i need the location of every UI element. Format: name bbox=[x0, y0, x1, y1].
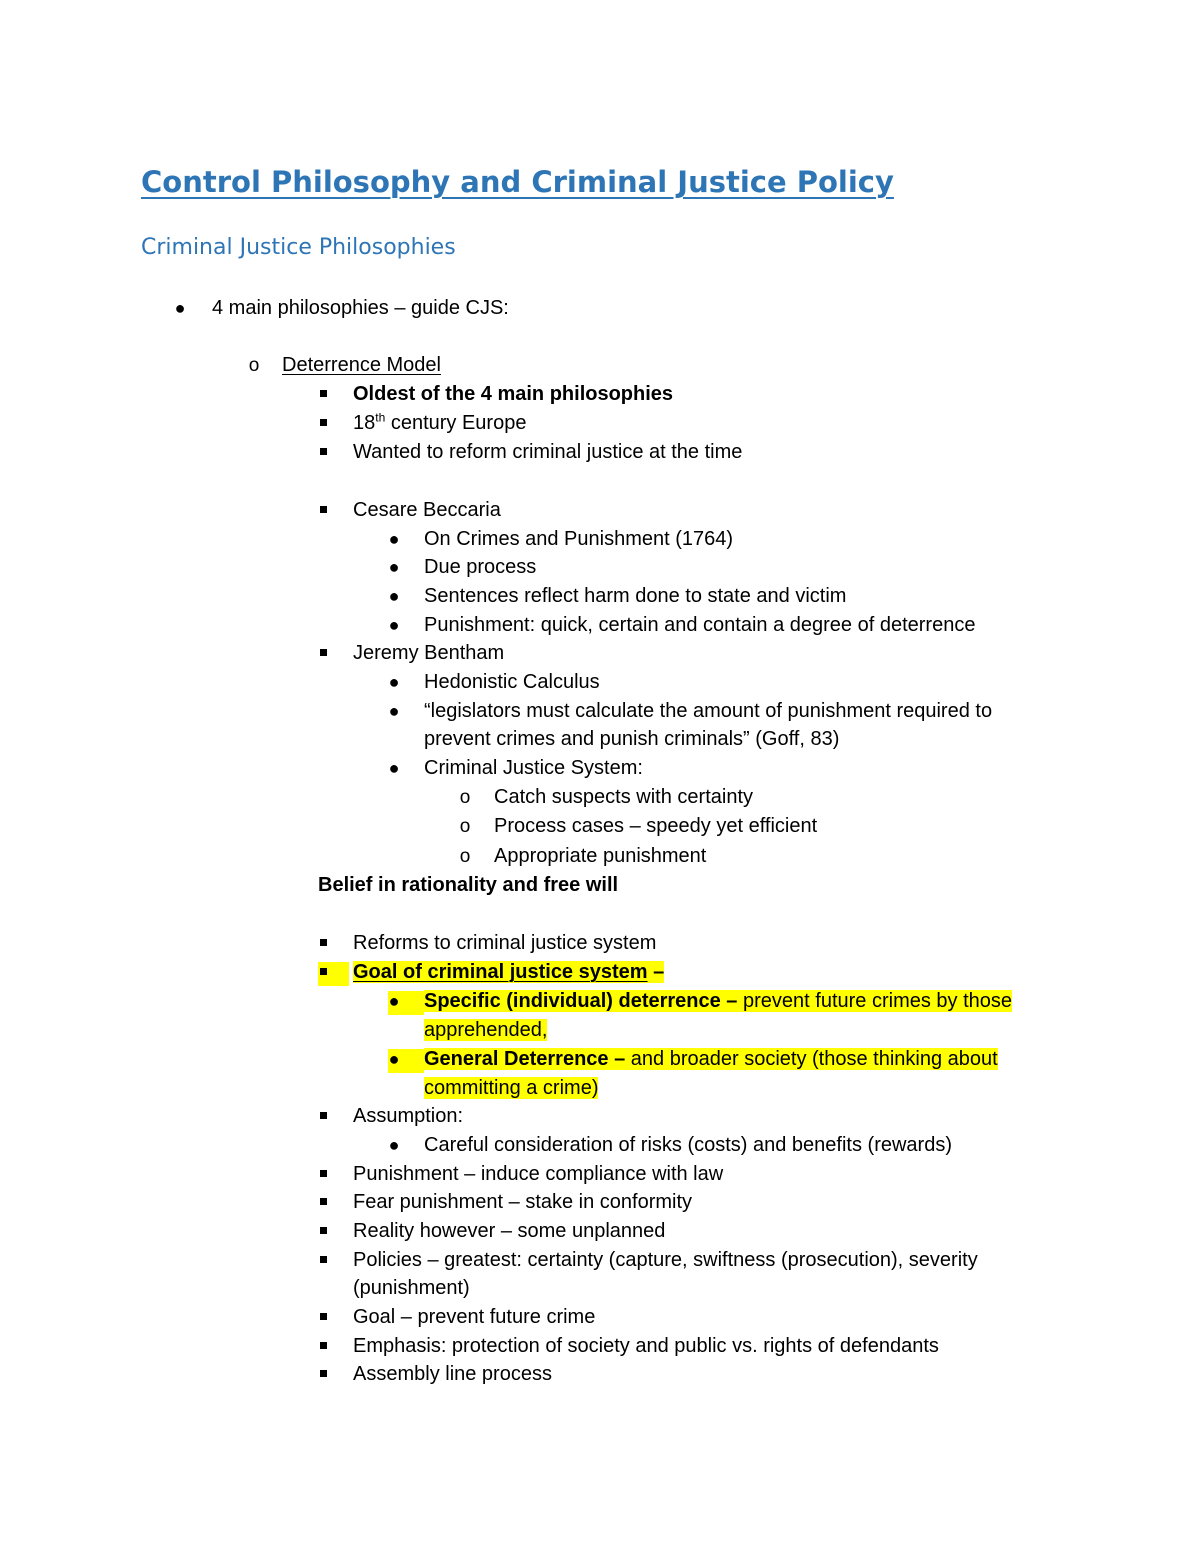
list-item-specific bbox=[424, 987, 1012, 1016]
bullet-o-icon: o bbox=[459, 816, 471, 837]
bullet-dot-icon: ● bbox=[174, 298, 186, 318]
list-item-beccaria: Cesare Beccaria bbox=[353, 499, 501, 521]
square-bullet-icon bbox=[313, 496, 333, 525]
specific-continuation: apprehended, bbox=[424, 1019, 548, 1041]
specific-text: prevent future crimes by those bbox=[737, 990, 1013, 1012]
square-bullet-icon bbox=[313, 958, 333, 987]
list-item-emphasis: Emphasis: protection of society and public vs. rights of defendants bbox=[353, 1335, 939, 1357]
list-item-fear: Fear punishment – stake in conformity bbox=[353, 1191, 693, 1213]
century-text: century Europe bbox=[385, 412, 527, 434]
square-bullet-icon bbox=[313, 1360, 333, 1389]
square-bullet-icon bbox=[313, 409, 333, 438]
list-item-cjs-2: Process cases – speedy yet efficient bbox=[494, 815, 818, 837]
list-item-bentham-1: Hedonistic Calculus bbox=[424, 671, 600, 693]
century-number: 18 bbox=[353, 412, 376, 434]
square-bullet-icon bbox=[313, 1102, 333, 1131]
list-item-century bbox=[353, 409, 526, 438]
bullet-dot-icon: ● bbox=[388, 1135, 400, 1155]
list-item-bentham-3: Criminal Justice System: bbox=[424, 757, 643, 779]
bullet-dot-icon: ● bbox=[388, 615, 400, 635]
list-item-beccaria-3: Sentences reflect harm done to state and victim bbox=[424, 585, 847, 607]
general-label: General Deterrence – bbox=[424, 1048, 626, 1070]
list-item-bentham-2a: “legislators must calculate the amount of punishment required to bbox=[424, 700, 993, 722]
list-item-specific-cont bbox=[424, 1016, 547, 1045]
square-bullet-icon bbox=[313, 929, 333, 958]
bullet-dot-icon: ● bbox=[388, 701, 400, 721]
list-item-reality: Reality however – some unplanned bbox=[353, 1220, 666, 1242]
list-item-policies: Policies – greatest: certainty (capture, swiftness (prosecution), severity bbox=[353, 1249, 978, 1271]
square-bullet-icon bbox=[313, 1303, 333, 1332]
specific-label: Specific (individual) deterrence – bbox=[424, 990, 738, 1012]
bullet-dot-icon: ● bbox=[388, 672, 400, 692]
square-bullet-icon bbox=[313, 639, 333, 668]
document-title: Control Philosophy and Criminal Justice Policy bbox=[141, 165, 894, 199]
list-item-punishment: Punishment – induce compliance with law bbox=[353, 1163, 724, 1185]
list-item-assembly: Assembly line process bbox=[353, 1363, 552, 1385]
belief-statement: Belief in rationality and free will bbox=[318, 874, 619, 896]
list-item-beccaria-1: On Crimes and Punishment (1764) bbox=[424, 528, 734, 550]
model-heading: Deterrence Model bbox=[282, 354, 441, 376]
list-item-oldest: Oldest of the 4 main philosophies bbox=[353, 383, 674, 405]
list-item-intro: 4 main philosophies – guide CJS: bbox=[212, 297, 509, 319]
list-item-general-cont bbox=[424, 1074, 598, 1103]
general-continuation: committing a crime) bbox=[424, 1077, 599, 1099]
list-item-bentham-2b: prevent crimes and punish criminals” (Goff, 83) bbox=[424, 728, 840, 750]
list-item-cjs-3: Appropriate punishment bbox=[494, 845, 707, 867]
list-item-reforms: Reforms to criminal justice system bbox=[353, 932, 657, 954]
bullet-dot-icon: ● bbox=[388, 758, 400, 778]
list-item-goal bbox=[353, 958, 664, 987]
square-bullet-icon bbox=[313, 1188, 333, 1217]
goal-label: Goal of criminal justice system bbox=[353, 961, 648, 983]
square-bullet-icon bbox=[313, 1160, 333, 1189]
bullet-dot-icon: ● bbox=[388, 1049, 400, 1069]
section-subtitle: Criminal Justice Philosophies bbox=[141, 235, 456, 260]
list-item-beccaria-4: Punishment: quick, certain and contain a degree of deterrence bbox=[424, 614, 976, 636]
bullet-o-icon: o bbox=[459, 846, 471, 867]
list-item-policies-cont: (punishment) bbox=[353, 1277, 470, 1299]
goal-dash: – bbox=[647, 961, 665, 983]
bullet-dot-icon: ● bbox=[388, 586, 400, 606]
square-bullet-icon bbox=[313, 1217, 333, 1246]
square-bullet-icon bbox=[313, 1332, 333, 1361]
list-item-general bbox=[424, 1045, 998, 1074]
century-superscript: th bbox=[375, 410, 386, 425]
list-item-cjs-1: Catch suspects with certainty bbox=[494, 786, 753, 808]
bullet-o-icon: o bbox=[248, 355, 260, 376]
list-item-reform: Wanted to reform criminal justice at the time bbox=[353, 441, 743, 463]
bullet-dot-icon: ● bbox=[388, 991, 400, 1011]
list-item-assumption-1: Careful consideration of risks (costs) and benefits (rewards) bbox=[424, 1134, 952, 1156]
general-text: and broader society (those thinking about bbox=[625, 1048, 998, 1070]
list-item-goal2: Goal – prevent future crime bbox=[353, 1306, 596, 1328]
square-bullet-icon bbox=[313, 438, 333, 467]
square-bullet-icon bbox=[313, 1246, 333, 1275]
bullet-dot-icon: ● bbox=[388, 557, 400, 577]
bullet-o-icon: o bbox=[459, 787, 471, 808]
bullet-dot-icon: ● bbox=[388, 529, 400, 549]
list-item-beccaria-2: Due process bbox=[424, 556, 537, 578]
list-item-bentham: Jeremy Bentham bbox=[353, 642, 505, 664]
square-bullet-icon bbox=[313, 380, 333, 409]
list-item-assumption: Assumption: bbox=[353, 1105, 464, 1127]
